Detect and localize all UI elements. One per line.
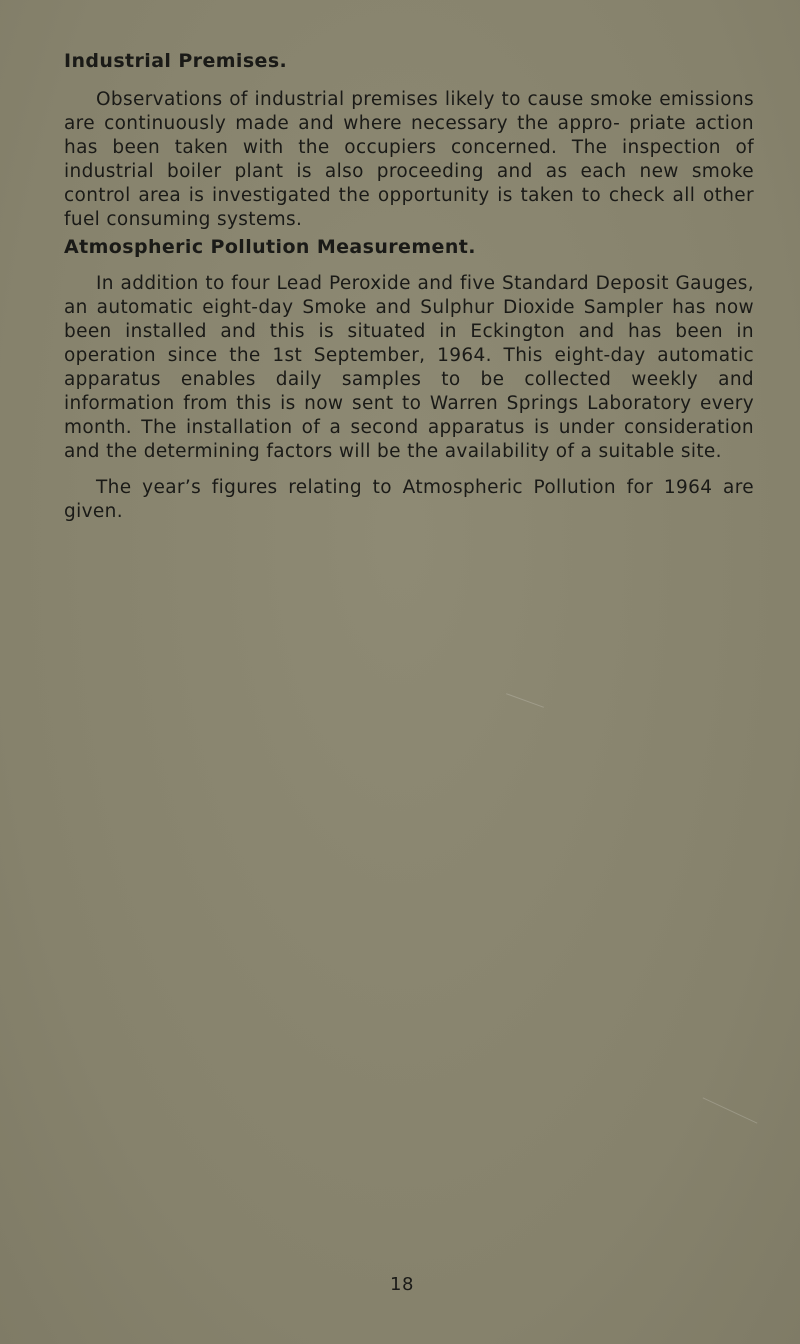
document-page — [64, 46, 754, 524]
section-heading-industrial-premises: Industrial Premises. — [64, 50, 288, 72]
paper-scratch — [506, 693, 544, 708]
paper-scratch — [703, 1097, 758, 1123]
paragraph-year-figures-text: The year’s figures relating to Atmospheric Pollution for 1964 are given. — [64, 477, 754, 522]
paragraph-industrial-premises-text: Observations of industrial premises likely to cause smoke emissions are continuously made and where necessary the appro- priate action has been taken with the occupiers concerned. The inspection of industrial boiler plant is also proceeding and as each new smoke control area is investigated the opportunity is taken to check all other fuel consuming systems. — [64, 89, 754, 230]
paragraph-industrial-premises — [64, 88, 754, 232]
page-number: 18 — [390, 1274, 414, 1295]
section-heading-atmospheric-pollution: Atmospheric Pollution Measurement. — [64, 236, 476, 258]
paragraph-gauges-sampler — [64, 272, 754, 464]
paragraph-gauges-sampler-text: In addition to four Lead Peroxide and five Standard Deposit Gauges, an automatic eight-day Smoke and Sulphur Dioxide Sampler has now been installed and this is situated in Eckington and has been in operation since the 1st September, 1964. This eight-day automatic apparatus enables daily samples to be collected weekly and information from this is now sent to Warren Springs Laboratory every month. The installation of a second apparatus is under consideration and the determining factors will be the availability of a suitable site. — [64, 273, 754, 462]
paragraph-year-figures — [64, 476, 754, 524]
